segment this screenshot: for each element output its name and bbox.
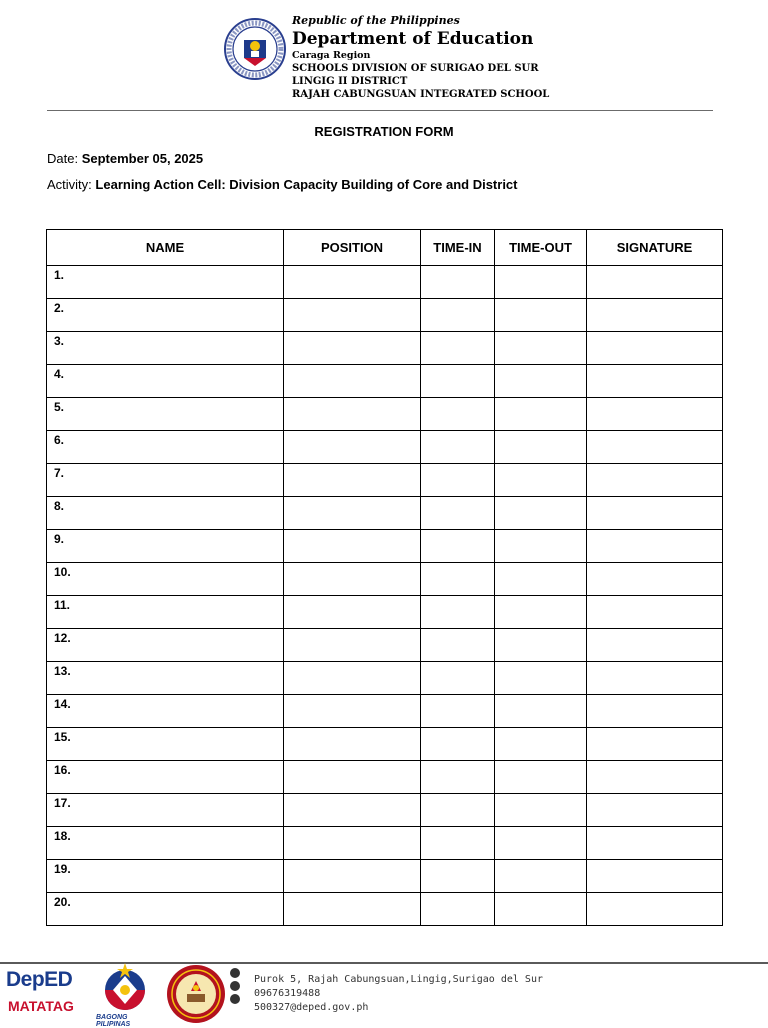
phone-text: 09676319488 <box>254 988 321 999</box>
signature-cell[interactable] <box>587 662 723 695</box>
signature-cell[interactable] <box>587 596 723 629</box>
row-number: 9. <box>54 532 65 546</box>
deped-logo-text: DepED <box>6 968 73 991</box>
signature-cell[interactable] <box>587 266 723 299</box>
time-out-cell[interactable] <box>495 893 587 926</box>
table-row <box>47 530 723 563</box>
location-icon <box>230 968 240 978</box>
row-number: 12. <box>54 631 71 645</box>
position-cell[interactable] <box>284 365 421 398</box>
header-divider <box>47 110 713 111</box>
time-out-cell[interactable] <box>495 332 587 365</box>
position-cell[interactable] <box>284 563 421 596</box>
row-number: 18. <box>54 829 71 843</box>
time-out-cell[interactable] <box>495 365 587 398</box>
registration-table <box>46 229 723 926</box>
time-in-cell[interactable] <box>421 794 495 827</box>
signature-cell[interactable] <box>587 860 723 893</box>
position-cell[interactable] <box>284 860 421 893</box>
table-row <box>47 266 723 299</box>
row-number: 4. <box>54 367 65 381</box>
time-in-cell[interactable] <box>421 629 495 662</box>
row-number: 10. <box>54 565 71 579</box>
name-cell[interactable] <box>47 431 284 464</box>
activity-value: Learning Action Cell: Division Capacity Building of Core and District <box>95 177 518 192</box>
signature-cell[interactable] <box>587 728 723 761</box>
name-cell[interactable] <box>47 827 284 860</box>
time-in-cell[interactable] <box>421 431 495 464</box>
table-row <box>47 827 723 860</box>
table-row <box>47 464 723 497</box>
signature-cell[interactable] <box>587 398 723 431</box>
col-position-header: POSITION <box>284 230 421 266</box>
table-row <box>47 728 723 761</box>
col-time-out-header: TIME-OUT <box>495 230 587 266</box>
time-in-cell[interactable] <box>421 761 495 794</box>
row-number: 19. <box>54 862 71 876</box>
name-cell[interactable] <box>47 530 284 563</box>
time-in-cell[interactable] <box>421 827 495 860</box>
date-line <box>47 151 203 166</box>
position-cell[interactable] <box>284 695 421 728</box>
time-out-cell[interactable] <box>495 266 587 299</box>
deped-matatag-logo <box>6 968 80 1024</box>
name-cell[interactable] <box>47 596 284 629</box>
table-row <box>47 761 723 794</box>
row-number: 13. <box>54 664 71 678</box>
activity-label: Activity: <box>47 177 92 192</box>
position-cell[interactable] <box>284 266 421 299</box>
time-in-cell[interactable] <box>421 695 495 728</box>
name-cell[interactable] <box>47 266 284 299</box>
name-cell[interactable] <box>47 332 284 365</box>
contact-info <box>254 973 543 1015</box>
table-body <box>47 266 723 926</box>
col-name-header: NAME <box>47 230 284 266</box>
row-number: 20. <box>54 895 71 909</box>
position-cell[interactable] <box>284 431 421 464</box>
time-out-cell[interactable] <box>495 431 587 464</box>
row-number: 5. <box>54 400 65 414</box>
name-cell[interactable] <box>47 299 284 332</box>
signature-cell[interactable] <box>587 563 723 596</box>
school-line: RAJAH CABUNGSUAN INTEGRATED SCHOOL <box>292 89 550 100</box>
position-cell[interactable] <box>284 827 421 860</box>
email-icon <box>230 994 240 1004</box>
row-number: 14. <box>54 697 71 711</box>
signature-cell[interactable] <box>587 695 723 728</box>
signature-cell[interactable] <box>587 299 723 332</box>
name-cell[interactable] <box>47 662 284 695</box>
row-number: 17. <box>54 796 71 810</box>
time-in-cell[interactable] <box>421 497 495 530</box>
signature-cell[interactable] <box>587 464 723 497</box>
position-cell[interactable] <box>284 794 421 827</box>
position-cell[interactable] <box>284 629 421 662</box>
bagong-pilipinas-logo <box>92 962 158 1028</box>
time-out-cell[interactable] <box>495 464 587 497</box>
time-out-cell[interactable] <box>495 662 587 695</box>
row-number: 3. <box>54 334 65 348</box>
time-out-cell[interactable] <box>495 530 587 563</box>
table-row <box>47 662 723 695</box>
table-row <box>47 794 723 827</box>
time-in-cell[interactable] <box>421 596 495 629</box>
row-number: 8. <box>54 499 65 513</box>
activity-line <box>47 177 517 192</box>
name-cell[interactable] <box>47 860 284 893</box>
position-cell[interactable] <box>284 398 421 431</box>
position-cell[interactable] <box>284 893 421 926</box>
time-in-cell[interactable] <box>421 365 495 398</box>
table-row <box>47 332 723 365</box>
matatag-logo-text: MATATAG <box>8 998 74 1014</box>
time-out-cell[interactable] <box>495 794 587 827</box>
signature-cell[interactable] <box>587 629 723 662</box>
republic-line: Republic of the Philippines <box>292 14 460 27</box>
table-row <box>47 893 723 926</box>
col-time-in-header: TIME-IN <box>421 230 495 266</box>
table-row <box>47 299 723 332</box>
time-out-cell[interactable] <box>495 761 587 794</box>
address-text: Purok 5, Rajah Cabungsuan,Lingig,Surigao del Sur <box>254 974 543 985</box>
time-in-cell[interactable] <box>421 464 495 497</box>
region-line: Caraga Region <box>292 50 371 61</box>
row-number: 16. <box>54 763 71 777</box>
position-cell[interactable] <box>284 497 421 530</box>
contact-icons <box>230 968 244 1007</box>
signature-cell[interactable] <box>587 365 723 398</box>
bagong-pilipinas-icon <box>92 962 158 1012</box>
position-cell[interactable] <box>284 299 421 332</box>
time-in-cell[interactable] <box>421 662 495 695</box>
col-signature-header: SIGNATURE <box>587 230 723 266</box>
deped-seal-icon <box>224 18 286 80</box>
division-line: SCHOOLS DIVISION OF SURIGAO DEL SUR <box>292 63 539 74</box>
position-cell[interactable] <box>284 530 421 563</box>
time-out-cell[interactable] <box>495 398 587 431</box>
signature-cell[interactable] <box>587 893 723 926</box>
table-header-row <box>47 230 723 266</box>
position-cell[interactable] <box>284 728 421 761</box>
position-cell[interactable] <box>284 761 421 794</box>
phone-icon <box>230 981 240 991</box>
district-line: LINGIG II DISTRICT <box>292 76 408 87</box>
row-number: 7. <box>54 466 65 480</box>
name-cell[interactable] <box>47 794 284 827</box>
signature-cell[interactable] <box>587 794 723 827</box>
table-row <box>47 563 723 596</box>
time-in-cell[interactable] <box>421 266 495 299</box>
footer <box>0 940 768 1028</box>
name-cell[interactable] <box>47 497 284 530</box>
time-in-cell[interactable] <box>421 299 495 332</box>
table-row <box>47 695 723 728</box>
table-row <box>47 398 723 431</box>
school-seal-icon <box>165 964 227 1024</box>
row-number: 2. <box>54 301 65 315</box>
table-row <box>47 629 723 662</box>
table-row <box>47 596 723 629</box>
department-title: Department of Education <box>292 29 534 49</box>
name-cell[interactable] <box>47 695 284 728</box>
letterhead <box>0 0 768 112</box>
time-out-cell[interactable] <box>495 695 587 728</box>
name-cell[interactable] <box>47 365 284 398</box>
time-out-cell[interactable] <box>495 596 587 629</box>
signature-cell[interactable] <box>587 497 723 530</box>
position-cell[interactable] <box>284 464 421 497</box>
time-out-cell[interactable] <box>495 299 587 332</box>
row-number: 6. <box>54 433 65 447</box>
email-text: 500327@deped.gov.ph <box>254 1002 369 1013</box>
date-value: September 05, 2025 <box>81 151 204 166</box>
name-cell[interactable] <box>47 398 284 431</box>
name-cell[interactable] <box>47 629 284 662</box>
name-cell[interactable] <box>47 728 284 761</box>
time-out-cell[interactable] <box>495 728 587 761</box>
name-cell[interactable] <box>47 563 284 596</box>
time-out-cell[interactable] <box>495 827 587 860</box>
name-cell[interactable] <box>47 761 284 794</box>
time-in-cell[interactable] <box>421 728 495 761</box>
signature-cell[interactable] <box>587 530 723 563</box>
name-cell[interactable] <box>47 464 284 497</box>
form-title: REGISTRATION FORM <box>314 124 454 139</box>
time-out-cell[interactable] <box>495 629 587 662</box>
position-cell[interactable] <box>284 596 421 629</box>
signature-cell[interactable] <box>587 761 723 794</box>
name-cell[interactable] <box>47 893 284 926</box>
time-in-cell[interactable] <box>421 860 495 893</box>
time-in-cell[interactable] <box>421 530 495 563</box>
row-number: 15. <box>54 730 71 744</box>
time-out-cell[interactable] <box>495 563 587 596</box>
time-in-cell[interactable] <box>421 332 495 365</box>
signature-cell[interactable] <box>587 827 723 860</box>
table-row <box>47 431 723 464</box>
signature-cell[interactable] <box>587 431 723 464</box>
table-row <box>47 497 723 530</box>
time-in-cell[interactable] <box>421 563 495 596</box>
time-in-cell[interactable] <box>421 893 495 926</box>
time-in-cell[interactable] <box>421 398 495 431</box>
row-number: 1. <box>54 268 65 282</box>
bagong-pilipinas-text: BAGONG PILIPINAS <box>96 1014 131 1028</box>
date-label: Date: <box>47 151 79 166</box>
signature-cell[interactable] <box>587 332 723 365</box>
time-out-cell[interactable] <box>495 497 587 530</box>
position-cell[interactable] <box>284 662 421 695</box>
table-row <box>47 365 723 398</box>
position-cell[interactable] <box>284 332 421 365</box>
row-number: 11. <box>54 598 71 612</box>
table-row <box>47 860 723 893</box>
time-out-cell[interactable] <box>495 860 587 893</box>
